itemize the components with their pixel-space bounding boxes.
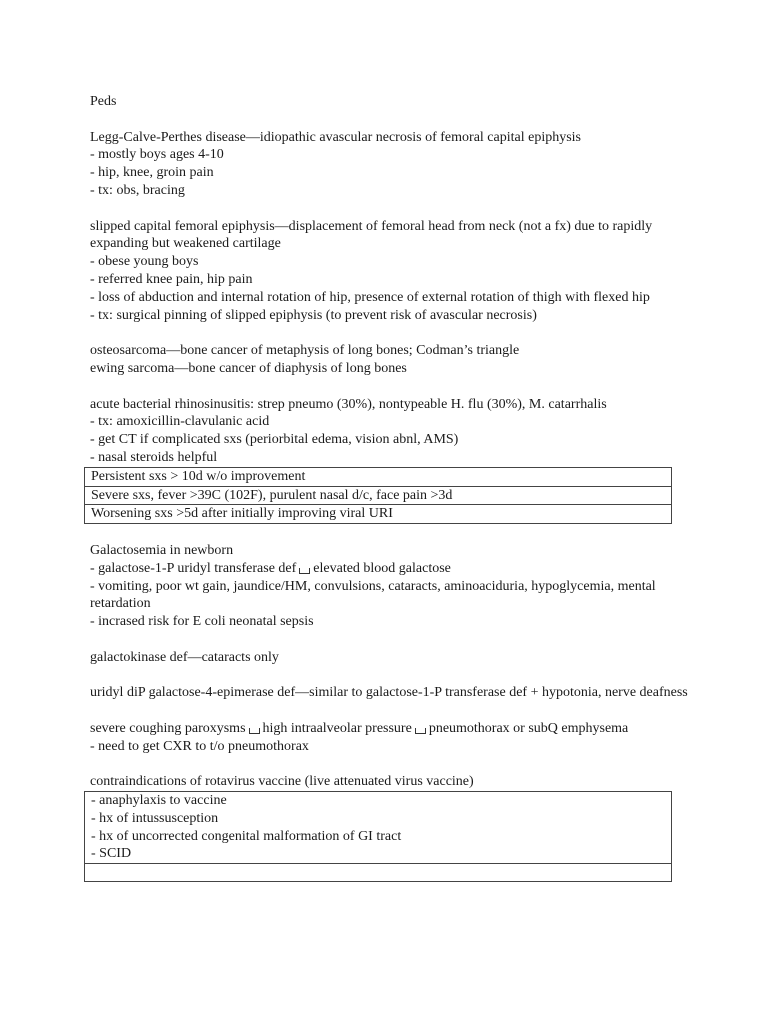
contraindication-item: - hx of intussusception bbox=[91, 810, 219, 826]
spacer bbox=[90, 200, 688, 218]
arrow-glyph-icon bbox=[415, 728, 426, 734]
spacer bbox=[90, 378, 688, 396]
scfe-item: - loss of abduction and internal rotation of hip, presence of external rotation of thigh with flexed hip bbox=[90, 289, 650, 305]
rotavirus-contraindications-table bbox=[84, 791, 672, 882]
spacer bbox=[90, 324, 688, 342]
spacer bbox=[90, 667, 688, 685]
table-row bbox=[85, 486, 672, 505]
rhinosinusitis-item: - get CT if complicated sxs (periorbital edema, vision abnl, AMS) bbox=[90, 432, 459, 448]
rhinosinusitis-heading: acute bacterial rhinosinusitis: strep pneumo (30%), nontypeable H. flu (30%), M. catarrhalis bbox=[90, 396, 607, 412]
lcp-item: - hip, knee, groin pain bbox=[90, 165, 214, 181]
pertussis-text: pneumothorax or subQ emphysema bbox=[428, 720, 629, 736]
osteosarcoma-line: osteosarcoma—bone cancer of metaphysis of long bones; Codman’s triangle bbox=[90, 343, 520, 359]
galactosemia-item-text: elevated blood galactose bbox=[313, 560, 451, 576]
galactosemia-item: - incrased risk for E coli neonatal sepsis bbox=[90, 614, 314, 630]
rotavirus-heading: contraindications of rotavirus vaccine (live attenuated virus vaccine) bbox=[90, 774, 474, 790]
rhinosinusitis-item: - tx: amoxicillin-clavulanic acid bbox=[90, 414, 270, 430]
table-row bbox=[85, 792, 672, 864]
pertussis-line bbox=[90, 720, 688, 738]
table-cell: Severe sxs, fever >39C (102F), purulent nasal d/c, face pain >3d bbox=[85, 486, 672, 505]
galactokinase-line: galactokinase def—cataracts only bbox=[90, 649, 279, 665]
epimerase-line: uridyl diP galactose-4-epimerase def—similar to galactose-1-P transferase def + hypotonia, nerve deafness bbox=[90, 685, 688, 701]
spacer bbox=[90, 111, 688, 129]
spacer bbox=[90, 524, 688, 542]
galactosemia-item-text: - galactose-1-P uridyl transferase def bbox=[90, 560, 297, 576]
table-row bbox=[85, 467, 672, 486]
table-cell bbox=[85, 792, 672, 864]
arrow-glyph-icon bbox=[249, 728, 260, 734]
table-row bbox=[85, 505, 672, 524]
contraindication-item: - hx of uncorrected congenital malformation of GI tract bbox=[91, 828, 402, 844]
pertussis-text: high intraalveolar pressure bbox=[262, 720, 412, 736]
galactosemia-item bbox=[90, 560, 688, 578]
table-cell: Persistent sxs > 10d w/o improvement bbox=[85, 467, 672, 486]
empty-table-cell bbox=[85, 864, 672, 882]
scfe-item: - obese young boys bbox=[90, 254, 199, 270]
lcp-heading: Legg-Calve-Perthes disease—idiopathic avascular necrosis of femoral capital epiphysis bbox=[90, 129, 581, 145]
table-row bbox=[85, 864, 672, 882]
lcp-item: - mostly boys ages 4-10 bbox=[90, 147, 224, 163]
contraindication-item: - SCID bbox=[91, 846, 132, 862]
ewing-sarcoma-line: ewing sarcoma—bone cancer of diaphysis of long bones bbox=[90, 360, 407, 376]
pertussis-item: - need to get CXR to t/o pneumothorax bbox=[90, 738, 309, 754]
scfe-heading: slipped capital femoral epiphysis—displacement of femoral head from neck (not a fx) due to rapidly expanding but weakened cartilage bbox=[90, 218, 656, 252]
pertussis-text: severe coughing paroxysms bbox=[90, 720, 246, 736]
spacer bbox=[90, 631, 688, 649]
table-cell: Worsening sxs >5d after initially improving viral URI bbox=[85, 505, 672, 524]
rhinosinusitis-item: - nasal steroids helpful bbox=[90, 449, 218, 465]
galactosemia-heading: Galactosemia in newborn bbox=[90, 542, 234, 558]
lcp-item: - tx: obs, bracing bbox=[90, 182, 185, 198]
spacer bbox=[90, 755, 688, 773]
galactosemia-item: - vomiting, poor wt gain, jaundice/HM, convulsions, cataracts, aminoaciduria, hypoglycemia, mental retardation bbox=[90, 578, 660, 612]
arrow-glyph-icon bbox=[299, 568, 310, 574]
scfe-item: - referred knee pain, hip pain bbox=[90, 271, 253, 287]
rhinosinusitis-criteria-table bbox=[84, 467, 672, 524]
page-title: Peds bbox=[90, 94, 117, 109]
spacer bbox=[90, 702, 688, 720]
scfe-item: - tx: surgical pinning of slipped epiphysis (to prevent risk of avascular necrosis) bbox=[90, 307, 537, 323]
contraindication-item: - anaphylaxis to vaccine bbox=[91, 793, 227, 809]
